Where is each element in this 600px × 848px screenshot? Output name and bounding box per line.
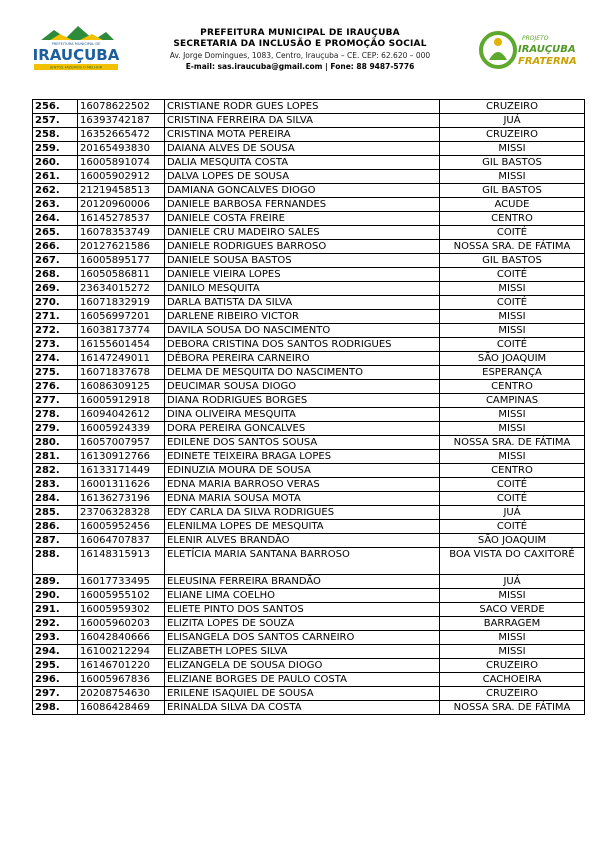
beneficiary-name: EDNA MARIA BARROSO VERAS (165, 478, 440, 492)
locality: BOA VISTA DO CAXITORÉ (440, 548, 585, 575)
locality: MISSI (440, 324, 585, 338)
locality: GIL BASTOS (440, 156, 585, 170)
table-row (33, 520, 585, 534)
nis-code: 16148315913 (78, 548, 165, 575)
nis-code: 16005891074 (78, 156, 165, 170)
row-number: 264. (33, 212, 78, 226)
beneficiary-name: DANIELE COSTA FREIRE (165, 212, 440, 226)
locality: COITÉ (440, 520, 585, 534)
row-number: 291. (33, 603, 78, 617)
right-logo-line2: FRATERNA (518, 56, 577, 67)
iraucuba-fraterna-logo (478, 26, 578, 76)
left-logo-main-text: IRAUÇUBA (32, 46, 120, 64)
row-number: 281. (33, 450, 78, 464)
row-number: 277. (33, 394, 78, 408)
nis-code: 16005902912 (78, 170, 165, 184)
beneficiary-name: DANIELE CRU MADEIRO SALES (165, 226, 440, 240)
table-row (33, 408, 585, 422)
table-row (33, 282, 585, 296)
locality: COITÉ (440, 296, 585, 310)
nis-code: 16005955102 (78, 589, 165, 603)
table-row (33, 645, 585, 659)
locality: MISSI (440, 645, 585, 659)
nis-code: 16136273196 (78, 492, 165, 506)
locality: COITÉ (440, 492, 585, 506)
table-row (33, 631, 585, 645)
nis-code: 16005895177 (78, 254, 165, 268)
nis-code: 16155601454 (78, 338, 165, 352)
row-number: 287. (33, 534, 78, 548)
table-row (33, 589, 585, 603)
locality: MISSI (440, 408, 585, 422)
locality: MISSI (440, 422, 585, 436)
row-number: 267. (33, 254, 78, 268)
nis-code: 16005952456 (78, 520, 165, 534)
nis-code: 16005959302 (78, 603, 165, 617)
beneficiary-name: CRISTINA MOTA PEREIRA (165, 128, 440, 142)
table-row (33, 603, 585, 617)
row-number: 295. (33, 659, 78, 673)
table-row (33, 226, 585, 240)
beneficiary-name: DANIELE RODRIGUES BARROSO (165, 240, 440, 254)
row-number: 296. (33, 673, 78, 687)
beneficiary-name: CRISTINA FERREIRA DA SILVA (165, 114, 440, 128)
beneficiary-name: DANILO MESQUITA (165, 282, 440, 296)
row-number: 263. (33, 198, 78, 212)
row-number: 286. (33, 520, 78, 534)
row-number: 289. (33, 575, 78, 589)
beneficiary-table-body (33, 100, 585, 715)
beneficiary-name: DELMA DE MESQUITA DO NASCIMENTO (165, 366, 440, 380)
nis-code: 23634015272 (78, 282, 165, 296)
table-row (33, 268, 585, 282)
nis-code: 16078622502 (78, 100, 165, 114)
row-number: 261. (33, 170, 78, 184)
locality: ACUDE (440, 198, 585, 212)
table-row (33, 534, 585, 548)
table-row (33, 659, 585, 673)
table-row (33, 170, 585, 184)
beneficiary-table (32, 99, 585, 715)
locality: NOSSA SRA. DE FÁTIMA (440, 701, 585, 715)
nis-code: 16038173774 (78, 324, 165, 338)
beneficiary-name: DAVILA SOUSA DO NASCIMENTO (165, 324, 440, 338)
row-number: 269. (33, 282, 78, 296)
row-number: 279. (33, 422, 78, 436)
nis-code: 16133171449 (78, 464, 165, 478)
right-logo-line1: IRAUÇUBA (518, 44, 576, 55)
locality: ESPERANÇA (440, 366, 585, 380)
locality: NOSSA SRA. DE FÁTIMA (440, 436, 585, 450)
row-number: 272. (33, 324, 78, 338)
locality: MISSI (440, 631, 585, 645)
table-row (33, 324, 585, 338)
nis-code: 16147249011 (78, 352, 165, 366)
table-row (33, 240, 585, 254)
row-number: 273. (33, 338, 78, 352)
nis-code: 16005924339 (78, 422, 165, 436)
table-row (33, 254, 585, 268)
prefeitura-title: PREFEITURA MUNICIPAL DE IRAUÇUBA (200, 28, 400, 38)
locality: SACO VERDE (440, 603, 585, 617)
beneficiary-name: DAMIANA GONCALVES DIOGO (165, 184, 440, 198)
beneficiary-name: EDILENE DOS SANTOS SOUSA (165, 436, 440, 450)
beneficiary-name: DINA OLIVEIRA MESQUITA (165, 408, 440, 422)
table-row (33, 464, 585, 478)
table-row (33, 492, 585, 506)
nis-code: 21219458513 (78, 184, 165, 198)
table-row (33, 142, 585, 156)
locality: BARRAGEM (440, 617, 585, 631)
table-row (33, 338, 585, 352)
beneficiary-name: DALIA MESQUITA COSTA (165, 156, 440, 170)
nis-code: 16393742187 (78, 114, 165, 128)
beneficiary-name: DANIELE VIEIRA LOPES (165, 268, 440, 282)
table-row (33, 673, 585, 687)
beneficiary-name: EDNA MARIA SOUSA MOTA (165, 492, 440, 506)
nis-code: 16071832919 (78, 296, 165, 310)
beneficiary-name: DARLENE RIBEIRO VICTOR (165, 310, 440, 324)
row-number: 266. (33, 240, 78, 254)
locality: CRUZEIRO (440, 100, 585, 114)
table-row (33, 198, 585, 212)
nis-code: 16352665472 (78, 128, 165, 142)
beneficiary-name: DEBORA CRISTINA DOS SANTOS RODRIGUES (165, 338, 440, 352)
table-row (33, 687, 585, 701)
table-row (33, 114, 585, 128)
nis-code: 16146701220 (78, 659, 165, 673)
table-row (33, 352, 585, 366)
beneficiary-name: DIANA RODRIGUES BORGES (165, 394, 440, 408)
locality: CENTRO (440, 212, 585, 226)
left-logo-top-text: PREFEITURA MUNICIPAL DE (51, 42, 101, 46)
table-row (33, 100, 585, 114)
table-row (33, 394, 585, 408)
nis-code: 16094042612 (78, 408, 165, 422)
beneficiary-name: CRISTIANE RODR GUES LOPES (165, 100, 440, 114)
nis-code: 16005960203 (78, 617, 165, 631)
nis-code: 16086309125 (78, 380, 165, 394)
beneficiary-name: DANIELE BARBOSA FERNANDES (165, 198, 440, 212)
beneficiary-name: DARLA BATISTA DA SILVA (165, 296, 440, 310)
row-number: 256. (33, 100, 78, 114)
locality: MISSI (440, 450, 585, 464)
locality: GIL BASTOS (440, 184, 585, 198)
row-number: 259. (33, 142, 78, 156)
beneficiary-name: ELIETE PINTO DOS SANTOS (165, 603, 440, 617)
nis-code: 16078353749 (78, 226, 165, 240)
table-row (33, 701, 585, 715)
row-number: 258. (33, 128, 78, 142)
row-number: 290. (33, 589, 78, 603)
nis-code: 16057007957 (78, 436, 165, 450)
locality: CRUZEIRO (440, 659, 585, 673)
locality: CRUZEIRO (440, 128, 585, 142)
beneficiary-name: ELEUSINA FERREIRA BRANDÃO (165, 575, 440, 589)
row-number: 270. (33, 296, 78, 310)
header-text-block (140, 28, 460, 72)
row-number: 260. (33, 156, 78, 170)
nis-code: 16005967836 (78, 673, 165, 687)
beneficiary-name: ERILENE ISAQUIEL DE SOUSA (165, 687, 440, 701)
locality: MISSI (440, 142, 585, 156)
row-number: 280. (33, 436, 78, 450)
row-number: 274. (33, 352, 78, 366)
nis-code: 16086428469 (78, 701, 165, 715)
locality: CRUZEIRO (440, 687, 585, 701)
beneficiary-name: EDINUZIA MOURA DE SOUSA (165, 464, 440, 478)
beneficiary-name: ELENIR ALVES BRANDÃO (165, 534, 440, 548)
table-row (33, 296, 585, 310)
nis-code: 20127621586 (78, 240, 165, 254)
nis-code: 20165493830 (78, 142, 165, 156)
row-number: 294. (33, 645, 78, 659)
row-number: 265. (33, 226, 78, 240)
locality: JUÁ (440, 506, 585, 520)
locality: COITÉ (440, 338, 585, 352)
locality: NOSSA SRA. DE FÁTIMA (440, 240, 585, 254)
beneficiary-name: ELIZANGELA DE SOUSA DIOGO (165, 659, 440, 673)
table-row (33, 450, 585, 464)
table-row (33, 548, 585, 575)
locality: COITÉ (440, 478, 585, 492)
locality: CACHOEIRA (440, 673, 585, 687)
row-number: 288. (33, 548, 78, 575)
table-row (33, 575, 585, 589)
table-row (33, 156, 585, 170)
table-row (33, 184, 585, 198)
row-number: 282. (33, 464, 78, 478)
nis-code: 16100212294 (78, 645, 165, 659)
locality: MISSI (440, 589, 585, 603)
locality: COITÉ (440, 226, 585, 240)
row-number: 298. (33, 701, 78, 715)
beneficiary-name: DALVA LOPES DE SOUSA (165, 170, 440, 184)
table-row (33, 506, 585, 520)
row-number: 292. (33, 617, 78, 631)
nis-code: 20208754630 (78, 687, 165, 701)
row-number: 257. (33, 114, 78, 128)
beneficiary-name: ELENILMA LOPES DE MESQUITA (165, 520, 440, 534)
beneficiary-name: ELETÍCIA MARIA SANTANA BARROSO (165, 548, 440, 575)
nis-code: 16050586811 (78, 268, 165, 282)
beneficiary-name: DÉBORA PEREIRA CARNEIRO (165, 352, 440, 366)
beneficiary-name: ELIZIANE BORGES DE PAULO COSTA (165, 673, 440, 687)
row-number: 271. (33, 310, 78, 324)
beneficiary-name: ELISANGELA DOS SANTOS CARNEIRO (165, 631, 440, 645)
beneficiary-name: ELIZITA LOPES DE SOUZA (165, 617, 440, 631)
beneficiary-name: ERINALDA SILVA DA COSTA (165, 701, 440, 715)
nis-code: 16130912766 (78, 450, 165, 464)
row-number: 278. (33, 408, 78, 422)
nis-code: 20120960006 (78, 198, 165, 212)
row-number: 297. (33, 687, 78, 701)
iraucuba-municipal-logo (26, 24, 126, 76)
address-line: Av. Jorge Domingues, 1083, Centro, Irauçuba – CE. CEP: 62.620 – 000 (169, 51, 431, 60)
left-logo-sub-text: JUNTOS FAZEMOS O MELHOR (49, 65, 103, 70)
row-number: 268. (33, 268, 78, 282)
locality: MISSI (440, 310, 585, 324)
nis-code: 16145278537 (78, 212, 165, 226)
nis-code: 16071837678 (78, 366, 165, 380)
table-row (33, 436, 585, 450)
beneficiary-name: ELIANE LIMA COELHO (165, 589, 440, 603)
right-logo-top-text: PROJETO (522, 35, 549, 42)
row-number: 276. (33, 380, 78, 394)
beneficiary-name: EDY CARLA DA SILVA RODRIGUES (165, 506, 440, 520)
beneficiary-name: DORA PEREIRA GONCALVES (165, 422, 440, 436)
nis-code: 16005912918 (78, 394, 165, 408)
nis-code: 16064707837 (78, 534, 165, 548)
beneficiary-name: ELIZABETH LOPES SILVA (165, 645, 440, 659)
nis-code: 16017733495 (78, 575, 165, 589)
row-number: 275. (33, 366, 78, 380)
table-row (33, 422, 585, 436)
table-row (33, 128, 585, 142)
table-row (33, 478, 585, 492)
nis-code: 16042840666 (78, 631, 165, 645)
nis-code: 16056997201 (78, 310, 165, 324)
secretaria-title: SECRETARIA DA INCLUSÃO E PROMOÇÃO SOCIAL (173, 39, 427, 49)
locality: CENTRO (440, 464, 585, 478)
locality: JUÁ (440, 575, 585, 589)
row-number: 262. (33, 184, 78, 198)
table-row (33, 617, 585, 631)
locality: JUÁ (440, 114, 585, 128)
nis-code: 23706328328 (78, 506, 165, 520)
locality: MISSI (440, 170, 585, 184)
row-number: 283. (33, 478, 78, 492)
locality: COITÉ (440, 268, 585, 282)
table-row (33, 366, 585, 380)
page-header (0, 0, 600, 98)
locality: GIL BASTOS (440, 254, 585, 268)
locality: MISSI (440, 282, 585, 296)
locality: SÃO JOAQUIM (440, 534, 585, 548)
nis-code: 16001311626 (78, 478, 165, 492)
beneficiary-name: DEUCIMAR SOUSA DIOGO (165, 380, 440, 394)
locality: CAMPINAS (440, 394, 585, 408)
table-row (33, 212, 585, 226)
row-number: 284. (33, 492, 78, 506)
beneficiary-name: DAIANA ALVES DE SOUSA (165, 142, 440, 156)
beneficiary-name: DANIELE SOUSA BASTOS (165, 254, 440, 268)
locality: SÃO JOAQUIM (440, 352, 585, 366)
row-number: 293. (33, 631, 78, 645)
contact-line: E-mail: sas.iraucuba@gmail.com | Fone: 88 9487-5776 (185, 62, 415, 71)
table-row (33, 310, 585, 324)
table-row (33, 380, 585, 394)
beneficiary-name: EDINETE TEIXEIRA BRAGA LOPES (165, 450, 440, 464)
locality: CENTRO (440, 380, 585, 394)
row-number: 285. (33, 506, 78, 520)
